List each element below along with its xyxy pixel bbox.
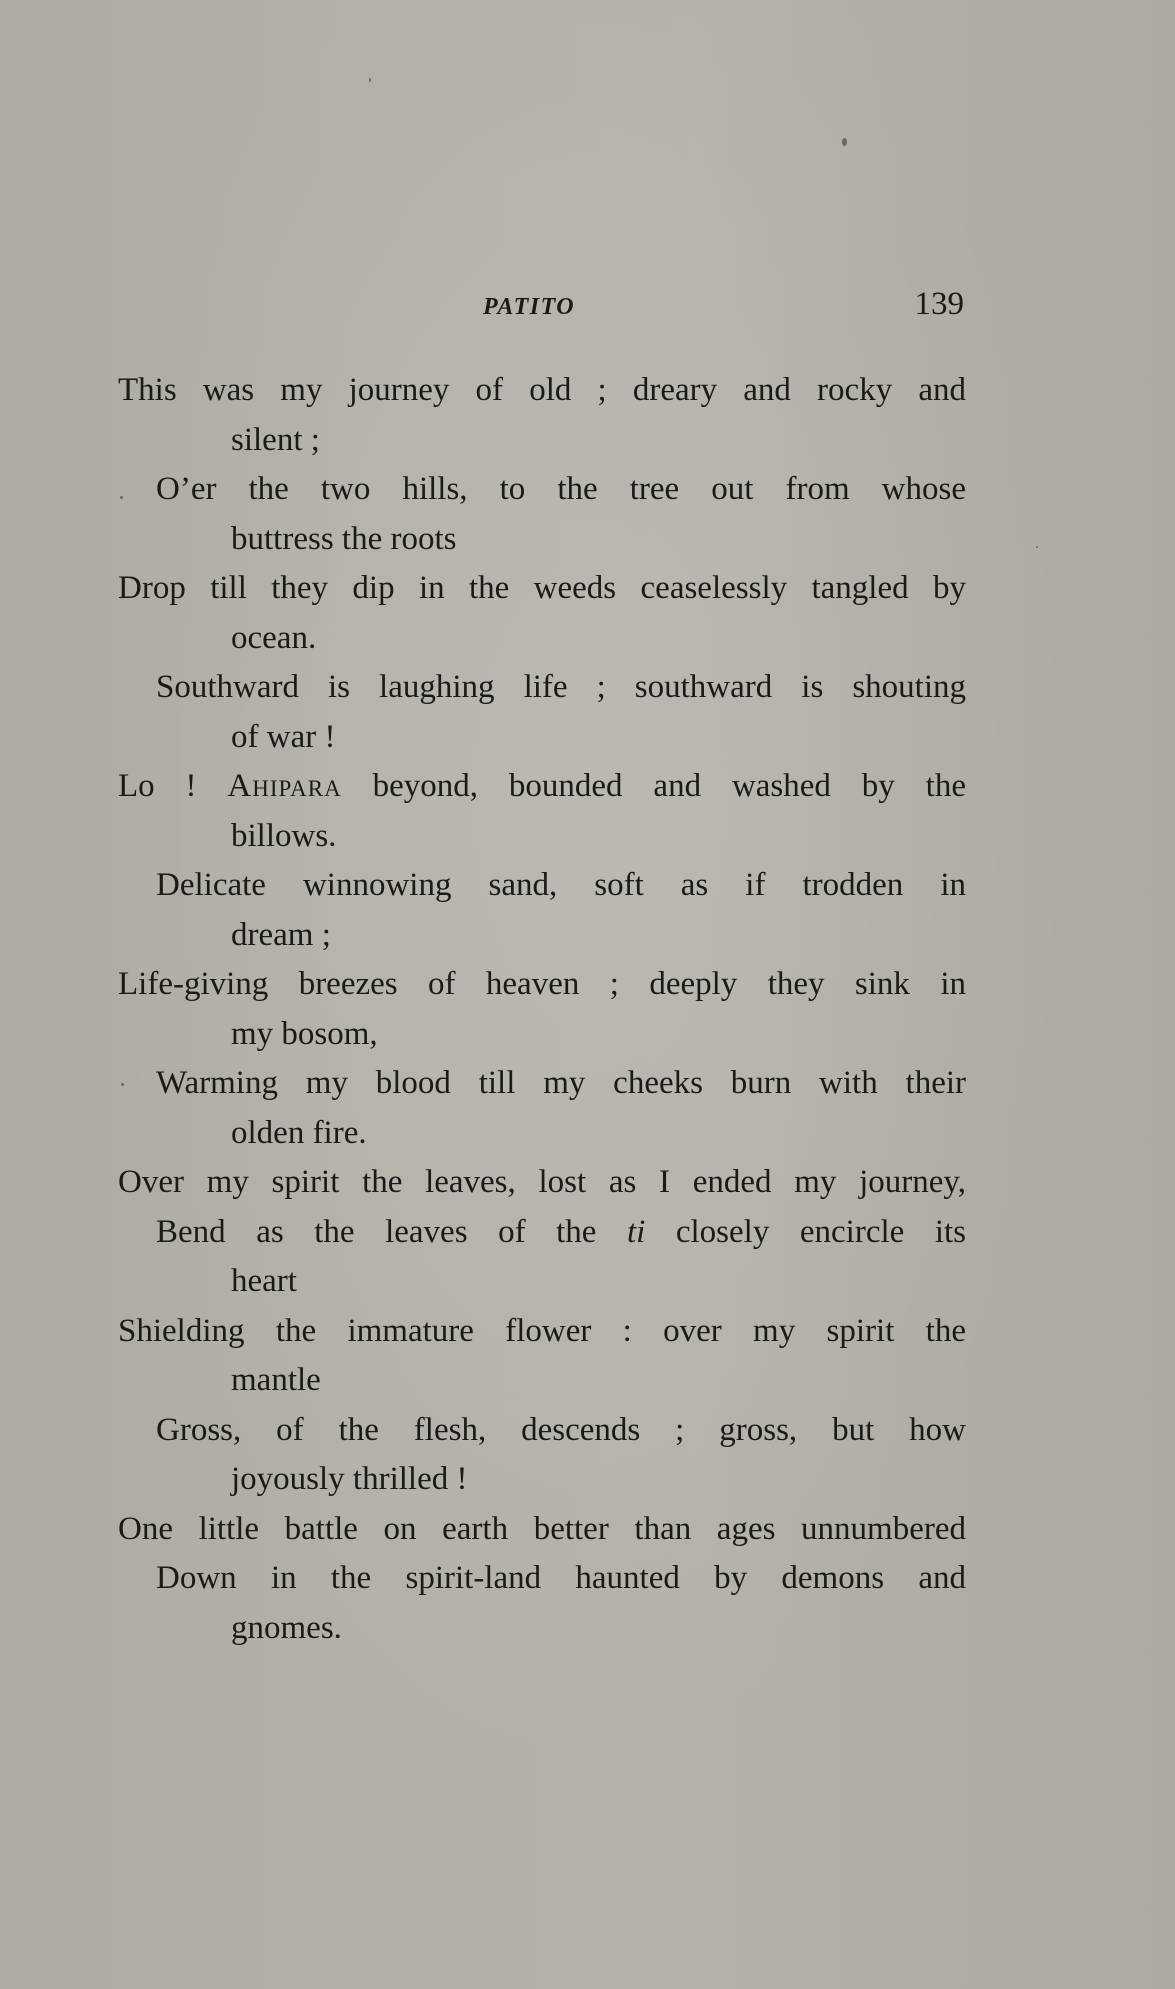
poem-line <box>118 1109 966 1159</box>
poem-line <box>118 1604 966 1654</box>
poem-line-text: O’er the two hills, to the tree out from whose <box>156 471 966 507</box>
poem-line <box>118 911 966 961</box>
poem-line-text: silent ; <box>231 421 320 458</box>
poem-line <box>118 614 966 664</box>
poem-line <box>118 465 966 515</box>
poem-line-text: Drop till they dip in the weeds ceaselessly tangled by <box>118 570 966 606</box>
poem-line-text: heart <box>231 1263 297 1299</box>
poem-line <box>118 1406 966 1456</box>
poem-line-text: my bosom, <box>231 1015 378 1052</box>
poem-line <box>118 663 966 713</box>
poem-line-text: Down in the spirit-land haunted by demons and <box>156 1560 966 1596</box>
poem-line-text: dream ; <box>231 916 331 953</box>
poem-line <box>118 366 966 416</box>
poem-line-text: This was my journey of old ; dreary and rocky and <box>118 372 966 408</box>
poem-line <box>118 1356 966 1406</box>
poem-line-text: One little battle on earth better than ages unnumbered <box>118 1510 966 1547</box>
poem-line-text: buttress the roots <box>231 520 457 557</box>
poem-line <box>118 1257 966 1307</box>
poem-line-lead: Bend as the leaves of the <box>156 1213 627 1250</box>
italic-word: ti <box>626 1213 646 1250</box>
paper-speck <box>1036 546 1038 548</box>
poem-line-text: Warming my blood till my cheeks burn with their <box>156 1065 966 1101</box>
poem-line-text: closely encircle its <box>645 1213 966 1250</box>
running-header <box>118 284 966 334</box>
poem-line <box>118 1059 966 1109</box>
poem-line-text: Southward is laughing life ; southward is shouting <box>156 669 966 705</box>
poem-line <box>118 1307 966 1357</box>
poem-line <box>118 960 966 1010</box>
poem-line-lead: Lo ! <box>118 768 228 804</box>
poem-line-text: joyously thrilled ! <box>231 1461 468 1497</box>
poem-line <box>118 1158 966 1208</box>
place-name: Ahipara <box>227 768 342 804</box>
poem-line-text: gnomes. <box>231 1609 342 1646</box>
poem-line-text: ocean. <box>231 619 317 656</box>
poem-line <box>118 564 966 614</box>
poem-line-text: beyond, bounded and washed by the <box>341 768 966 804</box>
paper-speck <box>369 78 371 82</box>
poem-line-text: Delicate winnowing sand, soft as if trodden in <box>156 867 966 903</box>
poem-line-text: olden fire. <box>231 1114 367 1151</box>
poem-line-text: Gross, of the flesh, descends ; gross, but how <box>156 1411 966 1448</box>
poem-line <box>118 861 966 911</box>
poem-line <box>118 812 966 862</box>
poem-line-text: mantle <box>231 1362 321 1398</box>
poem-line <box>118 762 966 812</box>
page-number: 139 <box>914 286 964 322</box>
poem-line <box>118 1208 966 1258</box>
poem-line <box>118 416 966 466</box>
poem-line <box>118 1505 966 1555</box>
poem-line-text: Life-giving breezes of heaven ; deeply they sink in <box>118 966 966 1002</box>
poem-line <box>118 515 966 565</box>
poem-line-text: billows. <box>231 817 337 854</box>
poem-line <box>118 713 966 763</box>
poem-line <box>118 1455 966 1505</box>
poem-line <box>118 1554 966 1604</box>
paper-speck <box>842 138 847 146</box>
poem-line-text: Over my spirit the leaves, lost as I ended my journey, <box>118 1164 966 1200</box>
poem-line <box>118 1010 966 1060</box>
poem-line-text: of war ! <box>231 718 336 755</box>
poem-line-text: Shielding the immature flower : over my spirit the <box>118 1312 966 1349</box>
poem-text <box>118 366 966 1653</box>
running-title: PATITO <box>483 294 576 320</box>
